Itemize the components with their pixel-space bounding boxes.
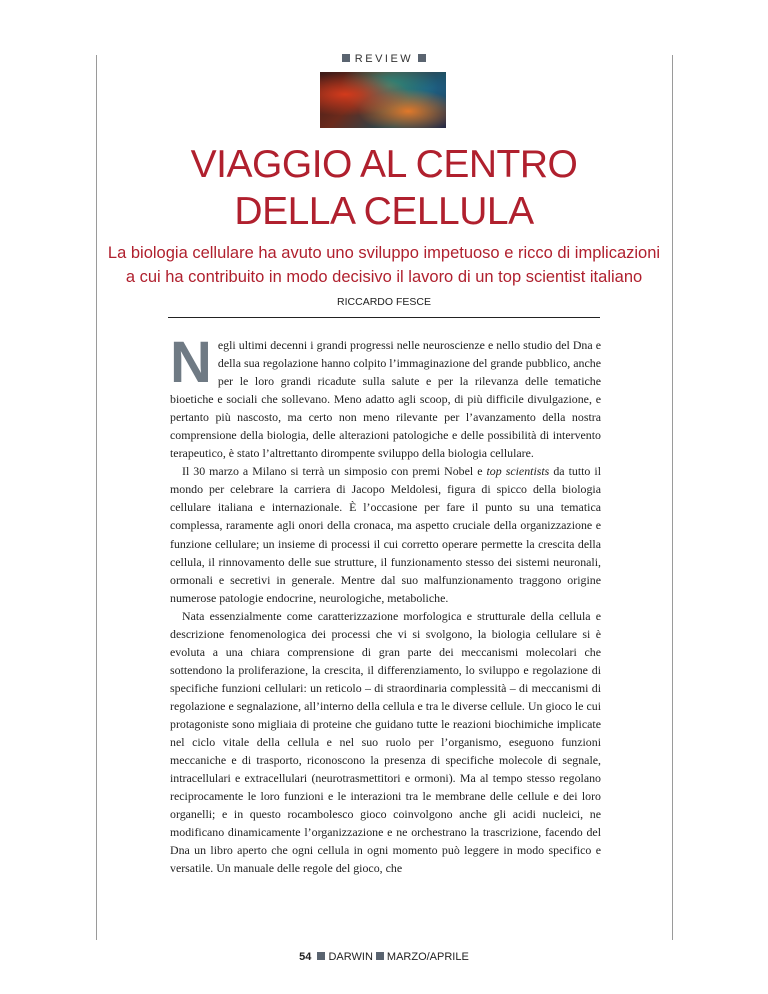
square-bullet-icon [317, 952, 325, 960]
magazine-name: DARWIN [328, 951, 373, 963]
paragraph-3-text: Nata essenzialmente come caratterizzazione morfologica e strutturale della cellula e descrizione fenomenologica dei processi che vi si svolgono, la biologia cellulare si è evoluta a una chiara comprensione di gran parte dei meccanismi molecolari che sottendono la proliferazione, la crescita, il differenziamento, lo sviluppo e regolazione di specifiche funzioni cellulari: un reticolo – di straordinaria complessità – di meccanismi di regolazione e segnalazione, all’interno della cellula e tra le diverse cellule. Un gioco le cui protagoniste sono migliaia di proteine che guidano tutte le reazioni biochimiche implicate nel ciclo vitale della cellula e nel suo ruolo per l’organismo, eseguono funzioni meccaniche e di trasporto, riconoscono la presenza di specifiche molecole di segnale, intracellulari e extracellulari (neurotrasmettitori e ormoni). Ma al tempo stesso regolano reciprocamente le loro funzioni e le interazioni tra le membrane delle cellule e dei loro organelli; e in questo rocambolesco gioco coinvolgono anche gli acidi nucleici, ne modificano dinamicamente l’organizzazione e ne orchestrano la trascrizione, facendo del Dna un libro aperto che ogni cellula in ogni momento può leggere in modo specifico e versatile. Un manuale delle regole del gioco, che [170, 608, 601, 876]
paragraph-3 [170, 607, 601, 878]
paragraph-2-text-a: Il 30 marzo a Milano si terrà un simposio con premi Nobel e [182, 464, 487, 479]
author-byline: RICCARDO FESCE [337, 296, 431, 308]
subtitle-line-1: La biologia cellulare ha avuto uno sviluppo impetuoso e ricco di implicazioni [107, 244, 661, 262]
section-header [0, 53, 768, 65]
paragraph-1-text: egli ultimi decenni i grandi progressi nelle neuroscienze e nello studio del Dna e della sua regolazione hanno colpito l’immaginazione del grande pubblico, anche per le loro grandi ricadute sulla salute e per la rilevanza delle tematiche bioetiche e sociali che sollevano. Meno adatto agli scoop, di più difficile divulgazione, e pertanto più nascosto, ma certo non meno rilevante per l’avanzamento della nostra comprensione della biologia, delle alterazioni patologiche e delle possibilità di intervento terapeutico, è stato l’altrettanto dirompente sviluppo della biologia cellulare. [170, 338, 601, 461]
cell-micrograph-image [320, 72, 446, 128]
square-bullet-icon [342, 54, 350, 62]
issue-date: MARZO/APRILE [386, 951, 469, 963]
article-subtitle [60, 241, 708, 289]
title-line-1: VIAGGIO AL CENTRO [190, 143, 578, 186]
section-label: REVIEW [354, 53, 414, 65]
article-title [0, 141, 768, 235]
paragraph-2 [170, 462, 601, 606]
square-bullet-icon [376, 952, 384, 960]
paragraph-2-italic: top scientists [486, 464, 550, 479]
article-body [170, 330, 601, 877]
title-line-2: DELLA CELLULA [234, 190, 534, 233]
subtitle-line-2: a cui ha contribuito in modo decisivo il lavoro di un top scientist italiano [125, 268, 643, 286]
page-number: 54 [299, 951, 312, 963]
page-footer [0, 951, 768, 963]
drop-cap: N [170, 330, 212, 395]
byline-divider [168, 317, 600, 318]
paragraph-1 [170, 330, 601, 462]
square-bullet-icon [418, 54, 426, 62]
paragraph-2-text-b: da tutto il mondo per celebrare la carriera di Jacopo Meldolesi, figura di spicco della biologia cellulare italiana e internazionale. È l’occasione per fare il punto su una tematica complessa, raramente agli onori della cronaca, ma aspetto cruciale della organizzazione e funzione cellulare; un insieme di processi il cui corretto operare permette la crescita della cellula, il rinnovamento delle sue strutture, il funzionamento stesso dei sistemi neuronali, ormonali e secretivi in generale. Mentre dal suo malfunzionamento traggono origine numerose patologie endocrine, neurologiche, metaboliche. [170, 464, 601, 605]
